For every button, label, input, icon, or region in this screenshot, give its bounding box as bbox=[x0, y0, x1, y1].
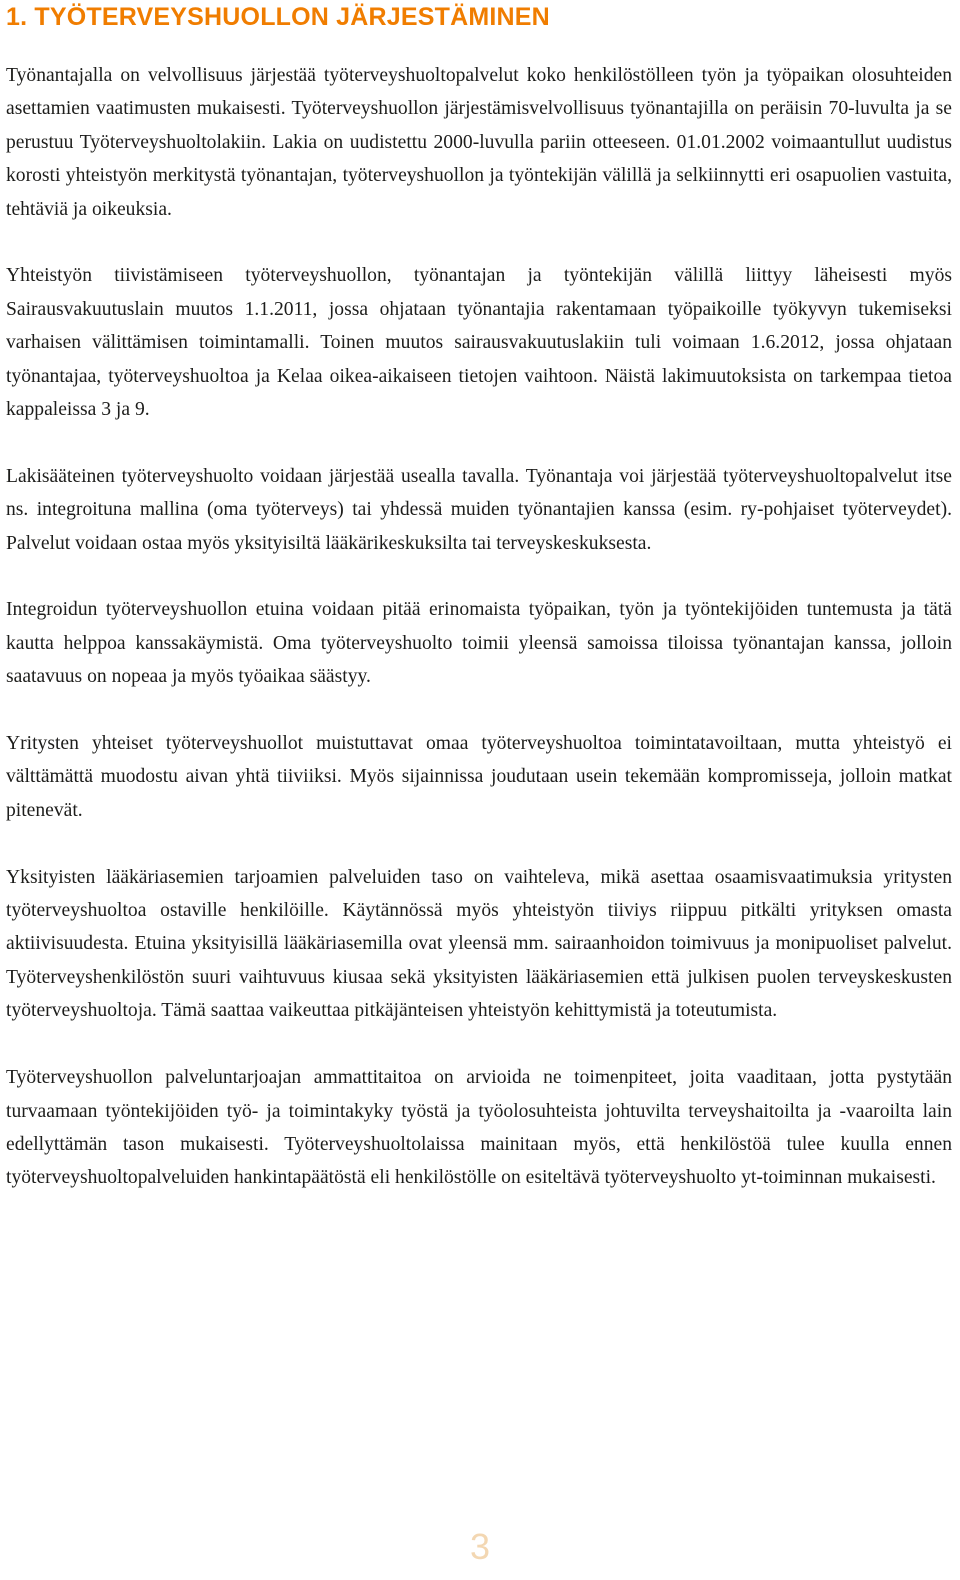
paragraph-1: Työnantajalla on velvollisuus järjestää työterveyshuoltopalvelut koko henkilöstölleen työn ja työpaikan olosuhteiden asettamien vaatimusten mukaisesti. Työterveyshuollon järjestämisvelvollisuus työnantajilla on peräisin 70-luvulta ja se perustuu Työterveyshuoltolakiin. Lakia on uudistettu 2000-luvulla pariin otteeseen. 01.01.2002 voimaantullut uudistus korosti yhteistyön merkitystä työnantajan, työterveyshuollon ja työntekijän välillä ja selkiinnytti eri osapuolien vastuita, tehtäviä ja oikeuksia. bbox=[6, 65, 952, 220]
paragraph-5: Yritysten yhteiset työterveyshuollot muistuttavat omaa työterveyshuoltoa toimintatavoiltaan, mutta yhteistyö ei välttämättä muodostu aivan yhtä tiiviiksi. Myös sijainnissa joudutaan usein tekemään kompromisseja, jolloin matkat pitenevät. bbox=[6, 733, 952, 821]
paragraph-3: Lakisääteinen työterveyshuolto voidaan järjestää usealla tavalla. Työnantaja voi järjestää työterveyshuoltopalvelut itse ns. integroituna mallina (oma työterveys) tai yhdessä muiden työnantajien kanssa (esim. ry-pohjaiset työterveydet). Palvelut voidaan ostaa myös yksityisiltä lääkärikeskuksilta tai terveyskeskuksesta. bbox=[6, 465, 952, 554]
body-text bbox=[6, 59, 952, 1195]
paragraph-7: Työterveyshuollon palveluntarjoajan ammattitaitoa on arvioida ne toimenpiteet, joita vaaditaan, jotta pystytään turvaamaan työntekijöiden työ- ja toimintakyky työstä ja työolosuhteista johtuvilta terveyshaitoilta ja -vaaroilta lain edellyttämän tason mukaisesti. Työterveyshuoltolaissa mainitaan myös, että henkilöstöä tulee kuulla ennen työterveyshuoltopalveluiden hankintapäätöstä eli henkilöstölle on esiteltävä työterveyshuolto yt-toiminnan mukaisesti. bbox=[6, 1067, 952, 1189]
page-number: 3 bbox=[469, 1526, 491, 1567]
section-heading: 1. TYÖTERVEYSHUOLLON JÄRJESTÄMINEN bbox=[6, 3, 550, 31]
paragraph-6: Yksityisten lääkäriasemien tarjoamien palveluiden taso on vaihteleva, mikä asettaa osaamisvaatimuksia yritysten työterveyshuoltoa ostaville henkilöille. Käytännössä myös yhteistyön tiiviys riippuu pitkälti yrityksen omasta aktiivisuudesta. Etuina yksityisillä lääkäriasemilla ovat yleensä mm. sairaanhoidon toimivuus ja monipuoliset palvelut. Työterveyshenkilöstön suuri vaihtuvuus kiusaa sekä yksityisten lääkäriasemien että julkisen puolen terveyskeskusten työterveyshuoltoja. Tämä saattaa vaikeuttaa pitkäjänteisen yhteistyön kehittymistä ja toteutumista. bbox=[6, 866, 952, 1022]
paragraph-2: Yhteistyön tiivistämiseen työterveyshuollon, työnantajan ja työntekijän välillä liittyy läheisesti myös Sairausvakuutuslain muutos 1.1.2011, jossa ohjataan työnantajia rakentamaan työpaikoille työkyvyn tukemiseksi varhaisen välittämisen toimintamalli. Toinen muutos sairausvakuutuslakiin tuli voimaan 1.6.2012, jossa ohjataan työnantajaa, työterveyshuoltoa ja Kelaa oikea-aikaiseen tietojen vaihtoon. Näistä lakimuutoksista on tarkempaa tietoa kappaleissa 3 ja 9. bbox=[6, 265, 952, 421]
paragraph-4: Integroidun työterveyshuollon etuina voidaan pitää erinomaista työpaikan, työn ja työntekijöiden tuntemusta ja tätä kautta helppoa kanssakäymistä. Oma työterveyshuolto toimii yleensä samoissa tiloissa työnantajan kanssa, jolloin saatavuus on nopeaa ja myös työaikaa säästyy. bbox=[6, 599, 952, 688]
